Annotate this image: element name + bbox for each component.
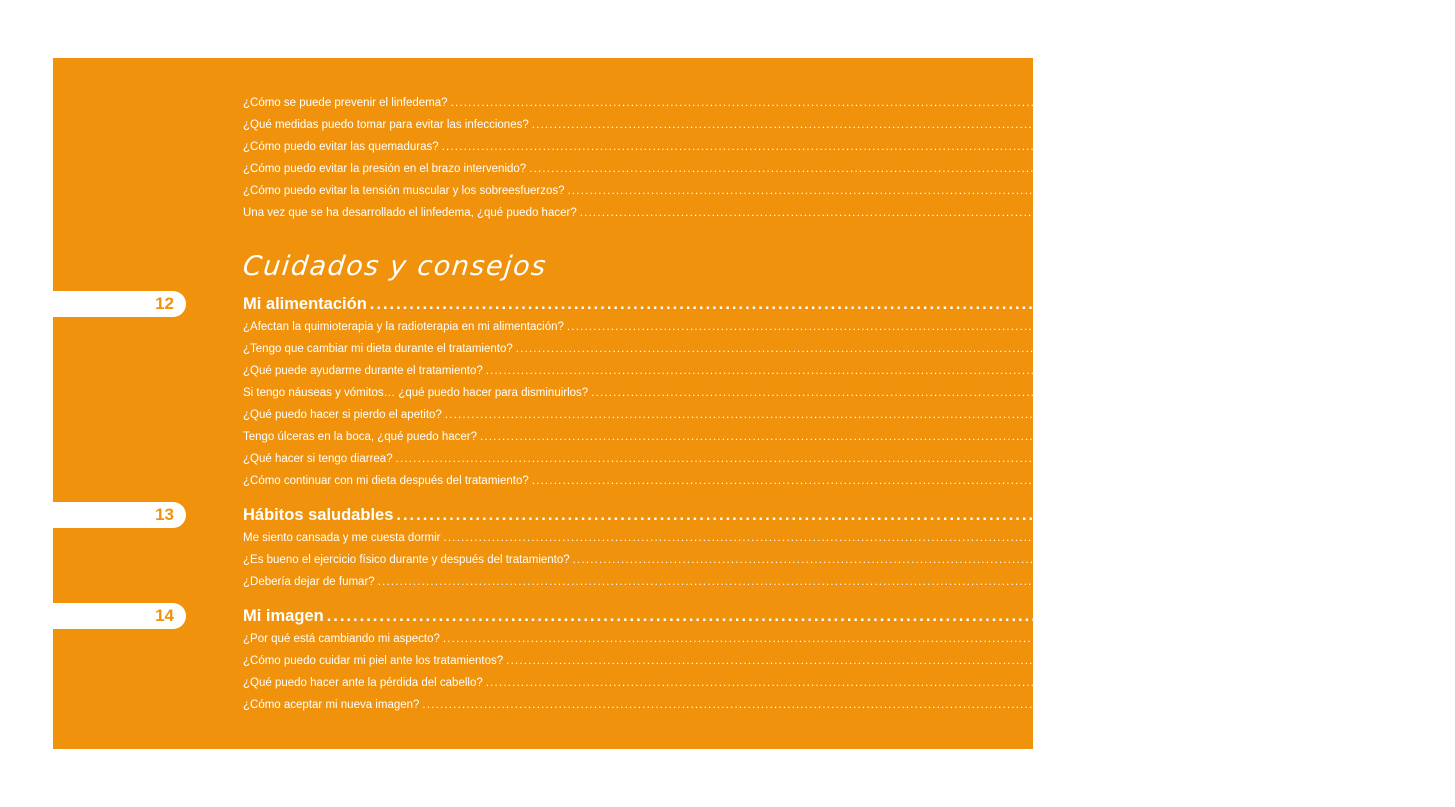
section-heading: Cuidados y consejos [241,251,549,282]
toc-entry[interactable] [243,528,1156,548]
chapter-heading[interactable] [243,502,1455,528]
toc-entry-page: 135 [1178,677,1198,689]
toc-entry-title: ¿Qué hacer si tengo diarrea? [243,453,393,465]
toc-entry-page: 107 [1221,163,1241,175]
toc-entry-page: 117 [1138,409,1157,421]
toc-entry-title: ¿Tengo que cambiar mi dieta durante el tratamiento? [243,343,513,355]
toc-entry-page: 127 [1135,532,1156,544]
toc-entry-title: ¿Cómo puedo evitar la presión en el brazo intervenido? [243,163,527,175]
leader-dots: ............................................................................................................................................................ [369,295,1397,313]
leader-dots: ............................................................................................................................................................ [480,431,1166,443]
toc-entry[interactable] [243,317,1279,337]
leader-dots: ............................................................................................................................................................ [529,163,1215,175]
leader-dots: ............................................................................................................................................................ [566,321,1253,333]
toc-entry-title: ¿Debería dejar de fumar? [243,576,375,588]
toc-entry-title: ¿Por qué está cambiando mi aspecto? [243,633,440,645]
toc-entry-page: 103 [1143,97,1163,109]
leader-dots: ............................................................................................................................................................ [377,576,1064,588]
toc-entry-page: 129 [1070,576,1090,588]
toc-entry-page: 113 [1209,343,1228,355]
leader-dots: ............................................................................................................................................................ [326,607,1354,625]
chapter-title: Mi alimentación [243,295,367,313]
leader-dots: ............................................................................................................................................................ [485,365,1172,377]
leader-dots: ............................................................................................................................................................ [444,409,1131,421]
toc-entry-page: 108 [1259,185,1280,197]
toc-entry-page: 104 [1224,119,1244,131]
toc-entry-page: 128 [1265,554,1285,566]
toc-entry[interactable] [243,572,1090,592]
leader-dots: ............................................................................................................................................................ [485,677,1172,689]
toc-entry[interactable] [243,137,1154,157]
toc-entry[interactable] [243,405,1157,425]
leader-dots: ............................................................................................................................................................ [515,343,1202,355]
toc-entry-title: Una vez que se ha desarrollado el linfedema, ¿qué puedo hacer? [243,207,577,219]
chapter-title: Hábitos saludables [243,506,394,524]
toc-entry[interactable] [243,383,1303,403]
toc-entry[interactable] [243,115,1244,135]
toc-entry-title: ¿Cómo se puede prevenir el linfedema? [243,97,448,109]
leader-dots: ............................................................................................................................................................ [591,387,1277,399]
toc-entry-title: ¿Qué puede ayudarme durante el tratamiento? [243,365,483,377]
toc-entry[interactable] [243,673,1198,693]
toc-entry[interactable] [243,695,1135,715]
toc-entry[interactable] [243,361,1198,381]
toc-entry[interactable] [243,203,1292,223]
toc-entry[interactable] [243,93,1163,113]
leader-dots: ............................................................................................................................................................ [441,141,1128,153]
toc-entry[interactable] [243,550,1285,570]
toc-entry[interactable] [243,159,1241,179]
leader-dots: ............................................................................................................................................................ [450,97,1137,109]
toc-entry-title: ¿Qué medidas puedo tomar para evitar las infecciones? [243,119,529,131]
toc-entry[interactable] [243,471,1244,491]
toc-entry-title: ¿Cómo continuar con mi dieta después del tratamiento? [243,475,529,487]
leader-dots: ............................................................................................................................................................ [567,185,1254,197]
leader-dots: ............................................................................................................................................................ [443,532,1130,544]
chapter-page: 125 [1427,506,1455,524]
toc-entry[interactable] [243,449,1108,469]
toc-entry-page: 122 [1088,453,1108,465]
toc-entry[interactable] [243,181,1280,201]
toc-entry[interactable] [243,651,1218,671]
toc-entry-title: ¿Afectan la quimioterapia y la radioterapia en mi alimentación? [243,321,564,333]
toc-entry-title: Tengo úlceras en la boca, ¿qué puedo hacer? [243,431,477,443]
leader-dots: ............................................................................................................................................................ [395,453,1082,465]
chapter-number-tab: 13 [53,502,186,528]
leader-dots: ............................................................................................................................................................ [531,475,1218,487]
leader-dots: ............................................................................................................................................................ [572,554,1259,566]
chapter-page: 131 [1357,607,1386,625]
toc-entry-page: 114 [1179,365,1198,377]
toc-entry-title: ¿Qué puedo hacer ante la pérdida del cabello? [243,677,483,689]
toc-entry-title: ¿Qué puedo hacer si pierdo el apetito? [243,409,442,421]
toc-entry-title: ¿Es bueno el ejercicio físico durante y después del tratamiento? [243,554,570,566]
chapter-heading[interactable] [243,603,1386,629]
leader-dots: ............................................................................................................................................................ [422,699,1109,711]
toc-entry[interactable] [243,427,1192,447]
toc-entry-page: 106 [1134,141,1154,153]
leader-dots: ............................................................................................................................................................ [531,119,1218,131]
toc-entry-page: 109 [1272,207,1292,219]
toc-entry-title: ¿Cómo puedo evitar la tensión muscular y los sobreesfuerzos? [243,185,565,197]
toc-entry-title: Si tengo náuseas y vómitos… ¿qué puedo hacer para disminuirlos? [243,387,589,399]
toc-entry-page: 133 [1135,633,1155,645]
chapter-number-tab: 14 [53,603,186,629]
chapter-page: 111 [1400,295,1427,313]
chapter-number-tab: 12 [53,291,186,317]
toc-entry-page: 115 [1284,387,1303,399]
toc-entry-page: 120 [1172,431,1192,443]
toc-entry-page: 133 [1198,655,1218,667]
toc-entry-page: 113 [1260,321,1279,333]
leader-dots: ............................................................................................................................................................ [506,655,1192,667]
leader-dots: ............................................................................................................................................................ [396,506,1424,524]
toc-entry-title: ¿Cómo puedo cuidar mi piel ante los tratamientos? [243,655,504,667]
toc-entry-page: 123 [1224,475,1244,487]
leader-dots: ............................................................................................................................................................ [442,633,1129,645]
leader-dots: ............................................................................................................................................................ [579,207,1266,219]
toc-entry-title: ¿Cómo puedo evitar las quemaduras? [243,141,439,153]
chapter-title: Mi imagen [243,607,324,625]
toc-entry[interactable] [243,339,1228,359]
toc-entry[interactable] [243,629,1155,649]
toc-entry-page: 137 [1114,699,1135,711]
chapter-heading[interactable] [243,291,1427,317]
toc-entry-title: ¿Cómo aceptar mi nueva imagen? [243,699,420,711]
toc-entry-title: Me siento cansada y me cuesta dormir [243,532,441,544]
